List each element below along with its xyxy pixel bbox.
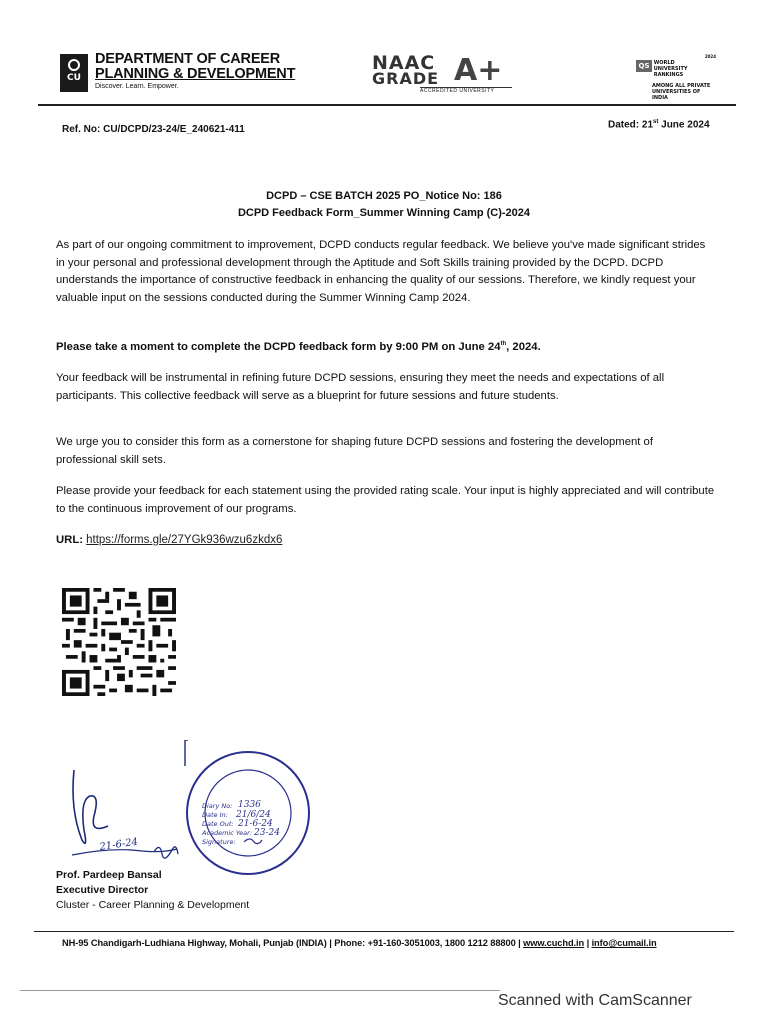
naac-logo <box>372 52 512 94</box>
stamp-year-label: Academic Year: <box>202 829 253 837</box>
qs-logo: QS <box>636 60 652 72</box>
camscanner-watermark: Scanned with CamScanner <box>498 992 692 1009</box>
url-line <box>56 532 716 550</box>
qs-line-2: UNIVERSITY <box>653 66 688 72</box>
qs-line-1: WORLD <box>653 60 675 66</box>
paragraph-purpose: Your feedback will be instrumental in refining future DCPD sessions, ensuring they meet the needs and expectations of all participants. This collective feedback will serve as a blueprint for future sessions and future students. <box>56 372 665 402</box>
stamp-signature-label: Signature: <box>202 838 236 846</box>
qs-line-3: RANKINGS <box>653 72 684 78</box>
naac-sub: ACCREDITED UNIVERSITY <box>420 87 512 94</box>
cu-logo-text: CU <box>67 73 81 83</box>
handwritten-signature <box>62 750 202 880</box>
dept-tagline: Discover. Learn. Empower. <box>95 83 179 90</box>
paragraph-deadline: Please take a moment to complete the DCPD feedback form by 9:00 PM on June 24th, 2024. <box>56 340 541 353</box>
notice-title: DCPD – CSE BATCH 2025 PO_Notice No: 186 <box>266 190 502 202</box>
stamp-date-in-label: Date In: <box>202 811 228 819</box>
reference-number: Ref. No: CU/DCPD/23-24/E_240621-411 <box>62 124 245 135</box>
paragraph-intro: As part of our ongoing commitment to improvement, DCPD conducts regular feedback. We believe you've made significant strides in your personal and professional development through the Aptitude and Soft Skills training provided by the DCPD. DCPD understands the importance of constructive feedback in enhancing the quality of our sessions. Therefore, we kindly request your valuable input on the sessions conducted during the Summer Winning Camp 2024. <box>56 239 706 304</box>
pen-mark <box>182 740 188 766</box>
qs-ranking-logo <box>636 54 716 101</box>
paragraph-instructions: Please provide your feedback for each statement using the provided rating scale. Your input is highly appreciated and will contribute to the continuous improvement of our programs. <box>56 485 715 515</box>
url-label: URL: <box>56 534 83 546</box>
naac-grade-text: GRADE <box>372 69 440 88</box>
notice-subtitle: DCPD Feedback Form_Summer Winning Camp (C)-2024 <box>237 207 531 219</box>
scan-line <box>20 990 500 991</box>
dept-line-2: PLANNING & DEVELOPMENT <box>95 66 296 82</box>
naac-text: NAAC <box>372 52 436 74</box>
qr-code <box>62 588 176 696</box>
naac-grade: A+ <box>454 53 503 88</box>
stamp-date-out-value: 21-6-24 <box>238 819 273 829</box>
signatory-org: Cluster - Career Planning & Development <box>56 899 250 911</box>
dept-line-1: DEPARTMENT OF CAREER <box>95 51 281 67</box>
stamp-diary-label: Diary No: <box>202 802 233 810</box>
qs-rank-1: AMONG ALL PRIVATE <box>652 83 711 89</box>
handwritten-date: 21-6-24 <box>98 836 139 853</box>
header-divider <box>38 104 736 106</box>
stamp-date-out-label: Date Out: <box>202 820 234 828</box>
dated: Dated: 21st June 2024 <box>608 119 710 131</box>
cu-logo <box>60 54 88 92</box>
footer-divider <box>34 931 734 932</box>
stamp-year-value: 23-24 <box>254 828 280 838</box>
stamp-date-in-value: 21/6/24 <box>236 810 271 820</box>
paragraph-urge: We urge you to consider this form as a cornerstone for shaping future DCPD sessions and fostering the development of professional skill sets. <box>56 436 653 466</box>
qs-rank-2: UNIVERSITIES OF INDIA <box>652 89 701 101</box>
footer-address: NH-95 Chandigarh-Ludhiana Highway, Mohali, Punjab (INDIA) | Phone: +91-160-3051003, 1800 1212 88800 | www.cuchd.in | info@cumail.in <box>62 938 657 948</box>
signatory-name: Prof. Pardeep Bansal <box>56 869 162 881</box>
stamp-diary-value: 1336 <box>238 800 261 810</box>
website-link[interactable]: www.cuchd.in <box>523 938 585 948</box>
email-link[interactable]: info@cumail.in <box>591 938 657 948</box>
qs-year: 2024 <box>704 54 716 59</box>
feedback-form-link[interactable]: https://forms.gle/27YGk936wzu6zkdx6 <box>86 534 283 546</box>
signatory-title: Executive Director <box>56 884 149 896</box>
signatory <box>56 868 249 913</box>
department-name <box>95 52 295 91</box>
sun-icon <box>68 59 80 71</box>
